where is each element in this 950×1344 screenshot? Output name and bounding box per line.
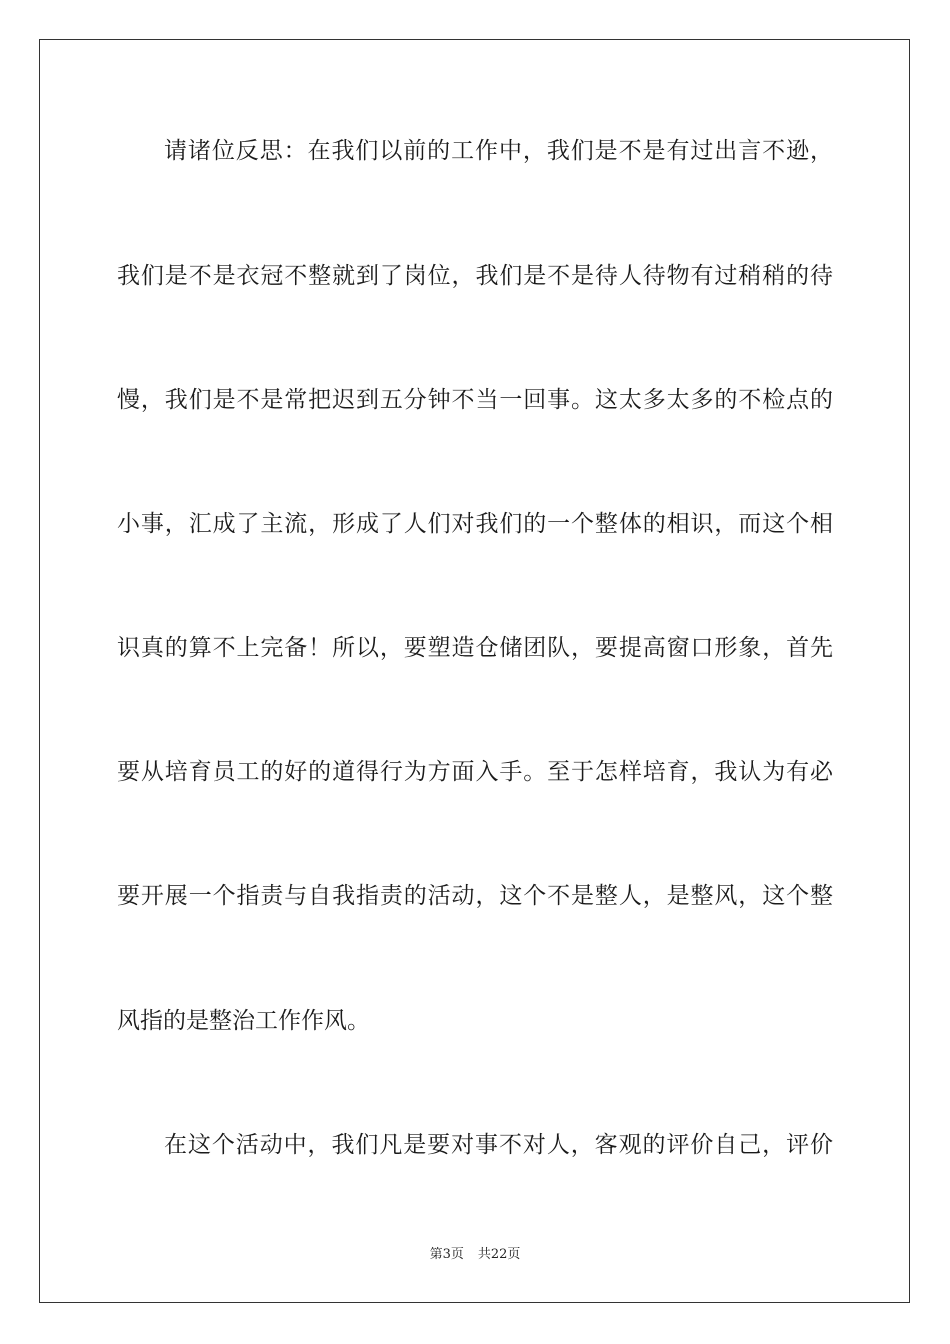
page-number: 第3页 <box>429 1247 464 1262</box>
paragraph-line: 小事，汇成了主流，形成了人们对我们的一个整体的相识，而这个相 <box>117 511 833 537</box>
page-border <box>39 39 910 1303</box>
paragraph-line: 慢，我们是不是常把迟到五分钟不当一回事。这太多太多的不检点的 <box>117 387 833 413</box>
paragraph-line: 风指的是整治工作作风。 <box>117 1008 370 1034</box>
paragraph-line: 识真的算不上完备！所以，要塑造仓储团队，要提高窗口形象，首先 <box>117 635 833 661</box>
page-total: 共22页 <box>477 1247 521 1262</box>
paragraph-line: 请诸位反思：在我们以前的工作中，我们是不是有过出言不逊， <box>164 138 833 164</box>
paragraph-line: 在这个活动中，我们凡是要对事不对人，客观的评价自己，评价 <box>164 1132 833 1158</box>
page-footer <box>0 1247 950 1263</box>
paragraph-line: 要从培育员工的好的道得行为方面入手。至于怎样培育，我认为有必 <box>117 759 833 785</box>
paragraph-line: 我们是不是衣冠不整就到了岗位，我们是不是待人待物有过稍稍的待 <box>117 263 833 289</box>
paragraph-line: 要开展一个指责与自我指责的活动，这个不是整人，是整风，这个整 <box>117 883 833 909</box>
